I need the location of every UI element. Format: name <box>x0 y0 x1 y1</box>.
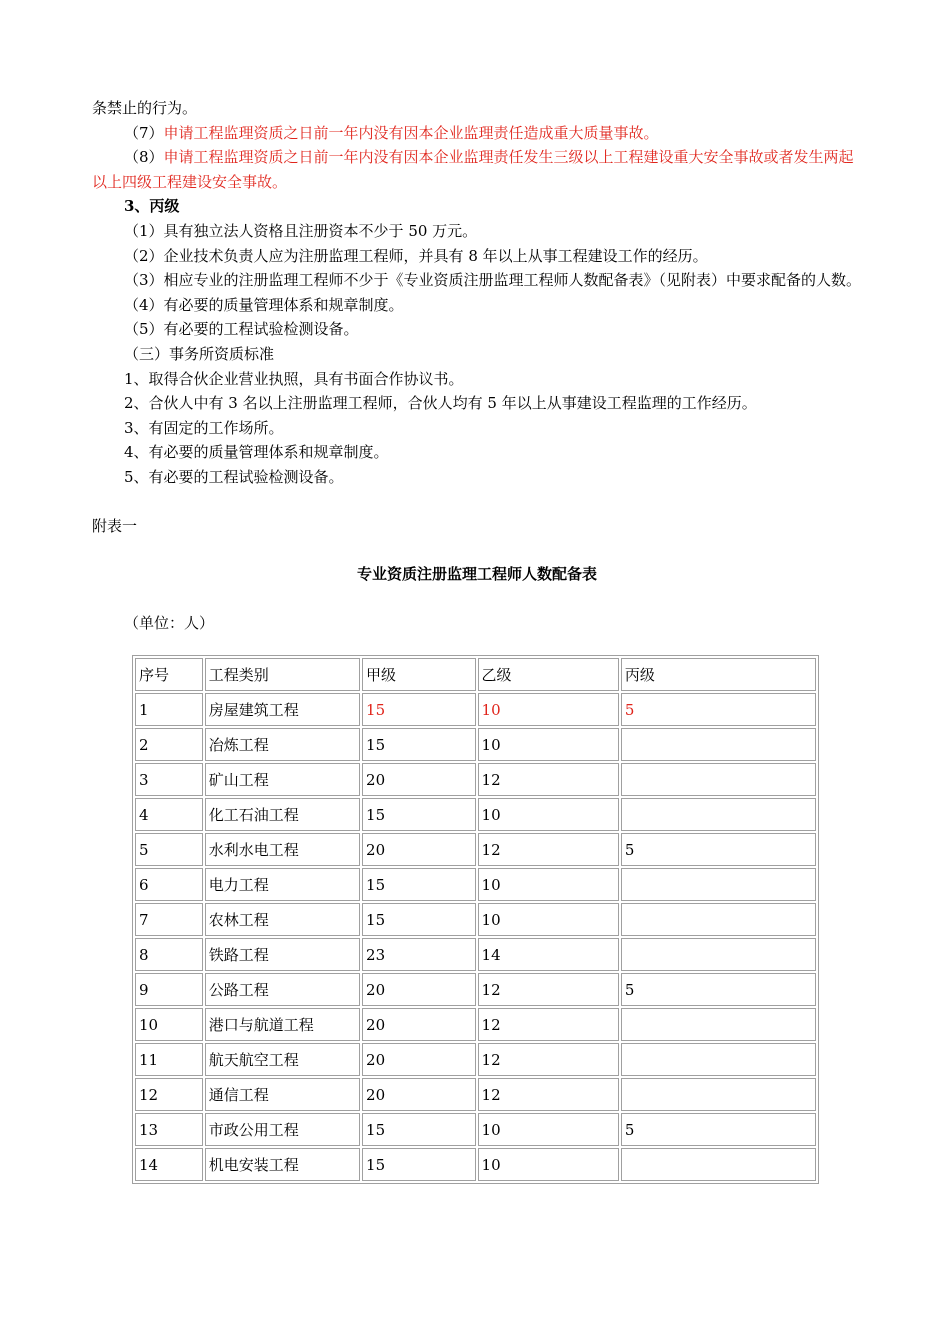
cell-grade-a: 20 <box>362 833 476 866</box>
table-row <box>135 1008 816 1041</box>
cell-category: 电力工程 <box>205 868 360 901</box>
cell-grade-b: 10 <box>478 728 619 761</box>
cell-index: 8 <box>135 938 203 971</box>
cell-grade-b: 14 <box>478 938 619 971</box>
cell-grade-a: 15 <box>362 1113 476 1146</box>
cell-grade-b: 10 <box>478 798 619 831</box>
cell-index: 12 <box>135 1078 203 1111</box>
appendix-label: 附表一 <box>92 516 138 535</box>
table-row <box>135 1148 816 1181</box>
table-row <box>135 1078 816 1111</box>
cell-grade-b: 12 <box>478 1078 619 1111</box>
unit-note: （单位：人） <box>124 613 215 632</box>
cell-grade-b: 10 <box>478 1113 619 1146</box>
paragraph-firm-5: 5、有必要的工程试验检测设备。 <box>124 467 344 486</box>
cell-grade-a: 20 <box>362 763 476 796</box>
cell-grade-c <box>621 903 816 936</box>
cell-index: 9 <box>135 973 203 1006</box>
cell-grade-c: 5 <box>621 833 816 866</box>
header-cell: 工程类别 <box>205 658 360 691</box>
paragraph-grade-c-3: （3）相应专业的注册监理工程师不少于《专业资质注册监理工程师人数配备表》（见附表）中要求配备的人数。 <box>124 271 862 290</box>
cell-grade-b: 10 <box>478 868 619 901</box>
paragraph-grade-c-1: （1）具有独立法人资格且注册资本不少于 50 万元。 <box>124 221 478 240</box>
cell-grade-a: 15 <box>362 693 476 726</box>
paragraph-grade-c-5: （5）有必要的工程试验检测设备。 <box>124 320 359 339</box>
table-row <box>135 763 816 796</box>
cell-category: 铁路工程 <box>205 938 360 971</box>
cell-index: 2 <box>135 728 203 761</box>
cell-grade-a: 20 <box>362 1008 476 1041</box>
table-row <box>135 1113 816 1146</box>
cell-grade-a: 15 <box>362 868 476 901</box>
section-heading-firm: （三）事务所资质标准 <box>124 344 275 363</box>
cell-category: 水利水电工程 <box>205 833 360 866</box>
cell-grade-a: 15 <box>362 1148 476 1181</box>
paragraph-firm-3: 3、有固定的工作场所。 <box>124 418 284 437</box>
paragraph-firm-4: 4、有必要的质量管理体系和规章制度。 <box>124 443 389 462</box>
paragraph-firm-2: 2、合伙人中有 3 名以上注册监理工程师，合伙人均有 5 年以上从事建设工程监理的工作经历。 <box>124 394 757 413</box>
cell-grade-c <box>621 1008 816 1041</box>
cell-category: 冶炼工程 <box>205 728 360 761</box>
table-title: 专业资质注册监理工程师人数配备表 <box>356 565 597 584</box>
cell-grade-a: 15 <box>362 798 476 831</box>
header-cell: 序号 <box>135 658 203 691</box>
document-page <box>92 96 862 1184</box>
cell-index: 6 <box>135 868 203 901</box>
cell-index: 10 <box>135 1008 203 1041</box>
cell-category: 农林工程 <box>205 903 360 936</box>
cell-grade-c <box>621 728 816 761</box>
cell-grade-c <box>621 868 816 901</box>
cell-category: 矿山工程 <box>205 763 360 796</box>
table-row <box>135 938 816 971</box>
cell-grade-a: 15 <box>362 903 476 936</box>
cell-grade-b: 12 <box>478 833 619 866</box>
cell-grade-b: 12 <box>478 1008 619 1041</box>
paragraph-firm-1: 1、取得合伙企业营业执照，具有书面合作协议书。 <box>124 369 464 388</box>
cell-grade-c <box>621 1078 816 1111</box>
cell-grade-a: 20 <box>362 1078 476 1111</box>
cell-category: 港口与航道工程 <box>205 1008 360 1041</box>
cell-grade-c <box>621 763 816 796</box>
table-row <box>135 798 816 831</box>
cell-category: 公路工程 <box>205 973 360 1006</box>
cell-grade-a: 15 <box>362 728 476 761</box>
paragraph-grade-c-4: （4）有必要的质量管理体系和规章制度。 <box>124 295 404 314</box>
cell-index: 7 <box>135 903 203 936</box>
cell-grade-a: 20 <box>362 1043 476 1076</box>
table-row <box>135 973 816 1006</box>
paragraph-grade-c-2: （2）企业技术负责人应为注册监理工程师，并具有 8 年以上从事工程建设工作的经历。 <box>124 246 708 265</box>
table-row <box>135 903 816 936</box>
paragraph-continuation: 条禁止的行为。 <box>92 99 198 117</box>
cell-grade-b: 10 <box>478 903 619 936</box>
header-cell: 甲级 <box>362 658 476 691</box>
section-heading-grade-c: 3、丙级 <box>124 197 180 216</box>
cell-grade-c: 5 <box>621 1113 816 1146</box>
cell-category: 化工石油工程 <box>205 798 360 831</box>
cell-grade-b: 12 <box>478 1043 619 1076</box>
cell-index: 1 <box>135 693 203 726</box>
cell-grade-b: 12 <box>478 973 619 1006</box>
table-row <box>135 868 816 901</box>
cell-category: 通信工程 <box>205 1078 360 1111</box>
header-cell: 丙级 <box>621 658 816 691</box>
table-row <box>135 693 816 726</box>
cell-category: 房屋建筑工程 <box>205 693 360 726</box>
cell-grade-a: 23 <box>362 938 476 971</box>
cell-grade-b: 12 <box>478 763 619 796</box>
cell-grade-a: 20 <box>362 973 476 1006</box>
cell-index: 5 <box>135 833 203 866</box>
cell-category: 航天航空工程 <box>205 1043 360 1076</box>
engineer-staffing-table <box>132 655 819 1184</box>
cell-grade-b: 10 <box>478 693 619 726</box>
table-header-row <box>135 658 816 691</box>
cell-index: 11 <box>135 1043 203 1076</box>
cell-index: 14 <box>135 1148 203 1181</box>
cell-category: 市政公用工程 <box>205 1113 360 1146</box>
paragraph-item-8: （8）申请工程监理资质之日前一年内没有因本企业监理责任发生三级以上工程建设重大安全事故或者发生两起以上四级工程建设安全事故。 <box>92 148 854 191</box>
cell-category: 机电安装工程 <box>205 1148 360 1181</box>
table-row <box>135 1043 816 1076</box>
cell-grade-c <box>621 1043 816 1076</box>
cell-index: 13 <box>135 1113 203 1146</box>
cell-grade-c: 5 <box>621 973 816 1006</box>
cell-grade-b: 10 <box>478 1148 619 1181</box>
cell-grade-c <box>621 798 816 831</box>
table-row <box>135 728 816 761</box>
cell-grade-c <box>621 938 816 971</box>
cell-grade-c: 5 <box>621 693 816 726</box>
cell-grade-c <box>621 1148 816 1181</box>
table-row <box>135 833 816 866</box>
header-cell: 乙级 <box>478 658 619 691</box>
cell-index: 3 <box>135 763 203 796</box>
cell-index: 4 <box>135 798 203 831</box>
paragraph-item-7: （7）申请工程监理资质之日前一年内没有因本企业监理责任造成重大质量事故。 <box>124 123 659 142</box>
